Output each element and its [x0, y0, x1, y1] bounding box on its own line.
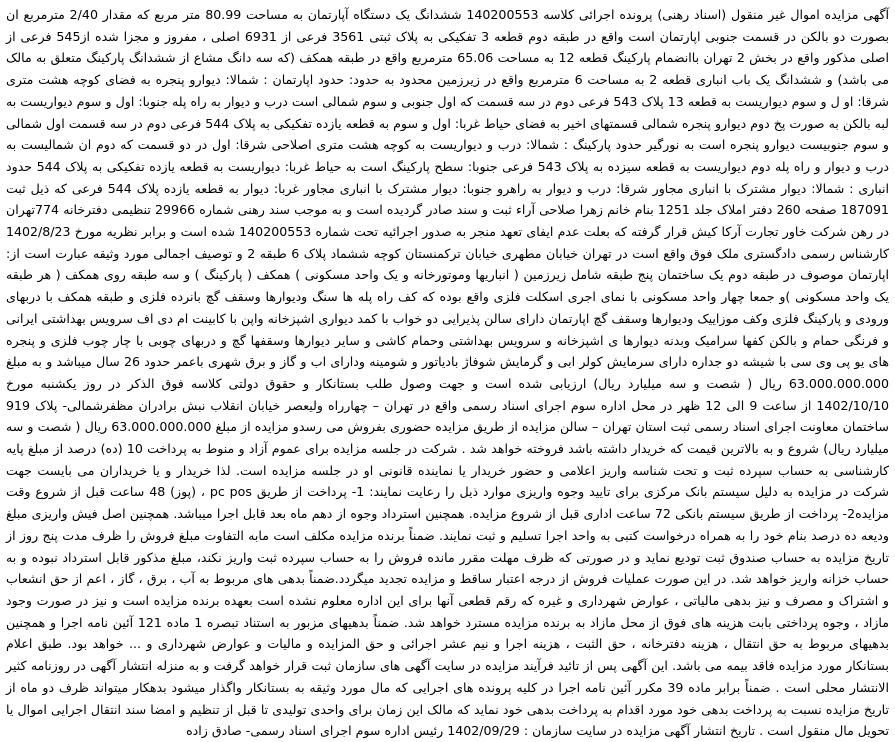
auction-notice-text: آگهی مزایده اموال غیر منقول (اسناد رهنی) پرونده اجرائی کلاسه 140200553 ششدانگ یک دستگاه آپارتمان به مساحت 80.99 متر مربع که مقدار 2/40 مترمربع ان بصورت دو بالکن در قسمت جنوبی اپارتمان است واقع در طبقه دوم قطعه 3 تفکیکی به پلاک ثبتی 3561 فرعی از 6931 اصلی ، مفروز و مجزا شده از545 فرعی از اصلی مذکور واقع در بخش 2 تهران باانضمام پارکینگ قطعه 12 به مساحت 65.06 مترمربع واقع در طبقه همکف (که سه دانگ مشاع از ششدانگ پارکینگ متعلق به مالک می باشد) و ششدانگ یک باب انباری قطعه 2 به مساحت 6 مترمربع واقع در زیرزمین محدود به حدود: حدود اپارتمان : شمالا: دیوارو پنجره به فضای کوچه هشت متری شرقا: او ل و سوم دیواریست به قطعه 13 پلاک 543 فرعی دوم در سه قسمت که اول جنوبی و سوم شمالی است درب و دیوار به راه پله جنوبا: اول و سوم دیواریست به لبه بالکن به صورت پخ دوم دیوارو پنجره شمالی قسمتهای اخیر به فضای حیاط غربا: اول و سوم به قطعه یازده تفکیکی به پلاک 544 فرعی دوم در سه قسمت اول شمالی و سوم جنوبیست دیوارو پنجره است به نورگیر حدود پارکینگ : شمالا: درب و دیواریست به کوچه هشت متری اصلاحی شرقا: اول در دو قسمت که دوم ان شمالیست به درب و دیوار و راه پله دوم دیواریست به قطعه سیزده به پلاک 543 فرعی جنوبا: سطح پارکینگ است به حیاط غربا: دیواریست به قطعه یازده تفکیکی به پلاک 544 حدود انباری : شمالا: دیوار مشترک با انباری مجاور شرقا: درب و دیوار به راهرو جنوبا: دیوار مشترک با انباری مجاور غربا: دیوار به قطعه یازده پلاک 544 فرعی که ذیل ثبت 187091 صفحه 260 دفتر املاک جلد 1251 بنام خانم زهرا صلاحی آراء ثبت و سند صادر گردیده است و به موجب سند رهنی شماره 29966 تنظیمی دفترخانه 774تهران در رهن شرکت خاور تجارت آرکا کیش قرار گرفته که بعلت عدم ایفای تعهد منجر به صدور اجرائیه تحت شماره 140200553 شده است و برابر نظریه مورخ 1402/8/23 کارشناس رسمی دادگستری ملک فوق واقع است در تهران خیابان مطهری خیابان ترکمنستان کوچه ششماد پلاک 6 طبقه 2 و توصیف اجمالی مورد وثیقه عبارت است از: اپارتمان موصوف در طبقه دوم یک ساختمان پنج طبقه شامل زیرزمین ( انباریها وموتورخانه و یک واحد مسکونی ) همکف ( پارکینگ ) و سه طبقه روی همکف ( هر طبقه یک واحد مسکونی )و جمعا چهار واحد مسکونی با نمای اجری اسکلت فلزی واقع بوده که کف راه پله ها سنگ ودیوارها وسقف گچ بانرده فلزی و طبقه همکف با دربهای ورودی و پارکینگ فلزی وکف موزاییک ودیوارها وسقف گچ اپارتمان دارای سالن پذیرایی دو خواب با کمد دیواری اشپزخانه واپن با کابینت ام دی اف سرویس بهداشتی ایرانی و فرنگی حمام و بالکن کفها سرامیک وبدنه دیوارها ی اشپزخانه و سرویس بهداشتی وحمام کاشی و سایر دیوارها وسقفها گچ و دربهای چوبی با چار چوب فلزی و پنجره های یو پی وی سی با شیشه دو جداره دارای سرمایش کولر ابی و گرمایش شوفاژ بادیاتور و شومینه ودارای اب و گاز و برق شهری باعمر حدود 26 سال میباشد و به مبلغ 63.000.000.000 ریال ( شصت و سه میلیارد ریال) ارزیابی شده است و جهت وصول طلب بستانکار و حقوق دولتی کلاسه فوق الذکر در روز یکشنبه مورخ 1402/10/10 از ساعت 9 الی 12 ظهر در محل اداره سوم اجرای اسناد رسمی واقع در تهران – چهارراه ولیعصر خیابان انقلاب نبش برادران مظفرشمالی- پلاک 919 ساختمان معاونت اجرای اسناد رسمی ثبت استان تهران – سالن مزایده از طریق مزایده حضوری بفروش می رسدو مزایده از مبلغ 63.000.000.000 ریال ( شصت و سه میلیارد ریال) شروع و به بالاترین قیمت که خریدار داشته باشد فروخته خواهد شد . شرکت در جلسه مزایده برای عموم آزاد و منوط به پرداخت 10 (ده) درصد از مبلغ پایه کارشناسی به حساب سپرده ثبت و تحت شناسه واریز اعلامی و حضور خریدار یا نماینده قانونی او در جلسه مزایده است. لذا خریدار و یا خریداران می بایست جهت شرکت در مزایده به دلیل سیستم بانک مرکزی برای تایید وجوه واریزی موارد ذیل را رعایت نمایند: 1- پرداخت از طریق pc pos ، (پوز) 48 ساعت قبل از شروع وقت مزایده2- پرداخت از طریق سیستم بانکی 72 ساعت اداری قبل از شروع مزایده. همچنین استرداد وجوه از دهم ماه بعد قابل اجرا میباشد. همچنین اصل فیش واریزی مبلغ ودیعه ده درصد بنام خود را به همراه درخواست کتبی به واحد اجرا تسلیم و ثبت نمایند. ضمناً برنده مزایده مکلف است مابه التفاوت مبلغ فروش را ظرف مدت پنج روز از تاریخ مزایده به حساب صندوق ثبت تودیع نماید و در صورتی که ظرف مهلت مقرر مانده فروش را به حساب سپرده ثبت واریز نکند، مبلغ مذکور قابل استرداد نبوده و به حساب خزانه واریز خواهد شد. در این صورت عملیات فروش از درجه اعتبار ساقط و مزایده تجدید میگردد.ضمناً بدهی های مربوط به آب ، برق ، گاز ، اعم از حق انشعاب و اشتراک و مصرف و نیز بدهی مالیاتی ، عوارض شهرداری و غیره که رقم قطعی آنها برای این اداره معلوم نشده است بعهده برنده مزایده است و نیز در صورت وجود مازاد ، وجوه پرداختی بابت هزینه های فوق از محل مازاد به برنده مزایده مسترد خواهد شد. ضمناً بدهیهای مزبور به استناد تبصره 1 ماده 121 آئین نامه اجرا و همچنین بدهیهای مربوط به حق انتقال ، هزینه دفترخانه ، حق الثبت ، هزینه اجرا و نیم عشر اجرائی و حق المزایده و مالیات و عوارض شهرداری و ... خواهد بود. طبق اعلام بستانکار مورد مزایده فاقد بیمه می باشد. این آگهی پس از تائید فرآیند مزایده در سایت آگهی های سازمان ثبت قرار خواهد گرفت و به منزله انتشار آگهی در روزنامه کثیر الانتشار محلی است . ضمناً برابر ماده 39 مکرر آئین نامه اجرا در کلیه پرونده های اجرایی که مال مورد وثیقه به بستانکار واگذار میشود بدهکار میتواند ظرف دو ماه از تاریخ مزایده نسبت به پرداخت بدهی خود مورد اقدام به پرداخت بدهی خود نماید که مالک این زمان برای واحدی تولیدی تا قبل از تنظیم و امضا سند انتقال اجرایی اموال یا تحویل مال منقول است . تاریخ انتشار آگهی مزایده در سایت سازمان : 1402/09/29 رئیس اداره سوم اجرای اسناد رسمی- صادق زاده: [6, 7, 890, 739]
